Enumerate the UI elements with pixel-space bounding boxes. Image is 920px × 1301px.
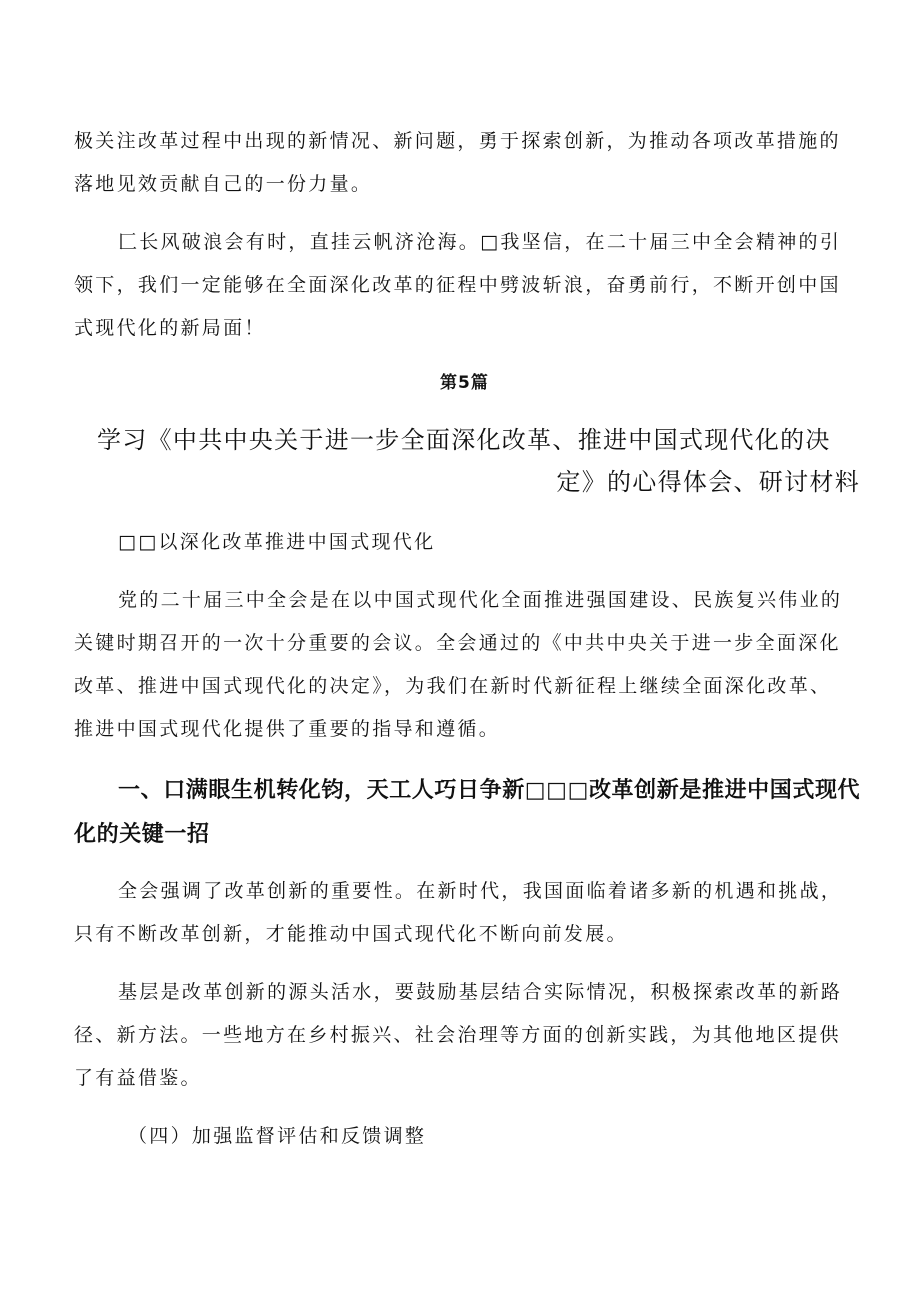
chapter-label: 第5篇 [440, 373, 489, 393]
closing-line-3: 式现代化的新局面！ [74, 317, 266, 339]
title-line-2: 定》的心得体会、研讨材料 [556, 468, 860, 496]
continuation-line-2: 落地见效贡献自己的一份力量。 [74, 173, 373, 195]
intro-line-1: 党的二十届三中全会是在以中国式现代化全面推进强国建设、民族复兴伟业的 [118, 589, 843, 611]
reform-paragraph-line-1: 全会强调了改革创新的重要性。在新时代，我国面临着诸多新的机遇和挑战， [118, 880, 843, 902]
grassroots-paragraph-line-3: 了有益借鉴。 [74, 1067, 202, 1089]
reform-paragraph-line-2: 只有不断改革创新，才能推动中国式现代化不断向前发展。 [74, 923, 628, 945]
closing-line-1: 匚长风破浪会有时，直挂云帆济沧海。□我坚信，在二十届三中全会精神的引 [118, 231, 842, 253]
title-line-1: 学习《中共中央关于进一步全面深化改革、推进中国式现代化的决 [97, 426, 831, 454]
grassroots-paragraph-line-2: 径、新方法。一些地方在乡村振兴、社会治理等方面的创新实践，为其他地区提供 [74, 1024, 841, 1046]
intro-line-4: 推进中国式现代化提供了重要的指导和遵循。 [74, 718, 501, 740]
section-1-heading-line-1: 一、口满眼生机转化钧，天工人巧日争新□□□改革创新是推进中国式现代 [118, 778, 861, 803]
subtitle: □□以深化改革推进中国式现代化 [118, 531, 436, 553]
intro-line-2: 关键时期召开的一次十分重要的会议。全会通过的《中共中央关于进一步全面深化 [74, 632, 841, 654]
intro-line-3: 改革、推进中国式现代化的决定》，为我们在新时代新征程上继续全面深化改革、 [74, 675, 832, 697]
subsection-4-heading: （四）加强监督评估和反馈调整 [128, 1125, 427, 1147]
grassroots-paragraph-line-1: 基层是改革创新的源头活水，要鼓励基层结合实际情况，积极探索改革的新路 [118, 981, 843, 1003]
closing-line-2: 领下，我们一定能够在全面深化改革的征程中劈波斩浪，奋勇前行，不断开创中国 [74, 274, 841, 296]
continuation-line-1: 极关注改革过程中出现的新情况、新问题，勇于探索创新，为推动各项改革措施的 [74, 130, 841, 152]
section-1-heading-line-2: 化的关键一招 [74, 822, 210, 847]
